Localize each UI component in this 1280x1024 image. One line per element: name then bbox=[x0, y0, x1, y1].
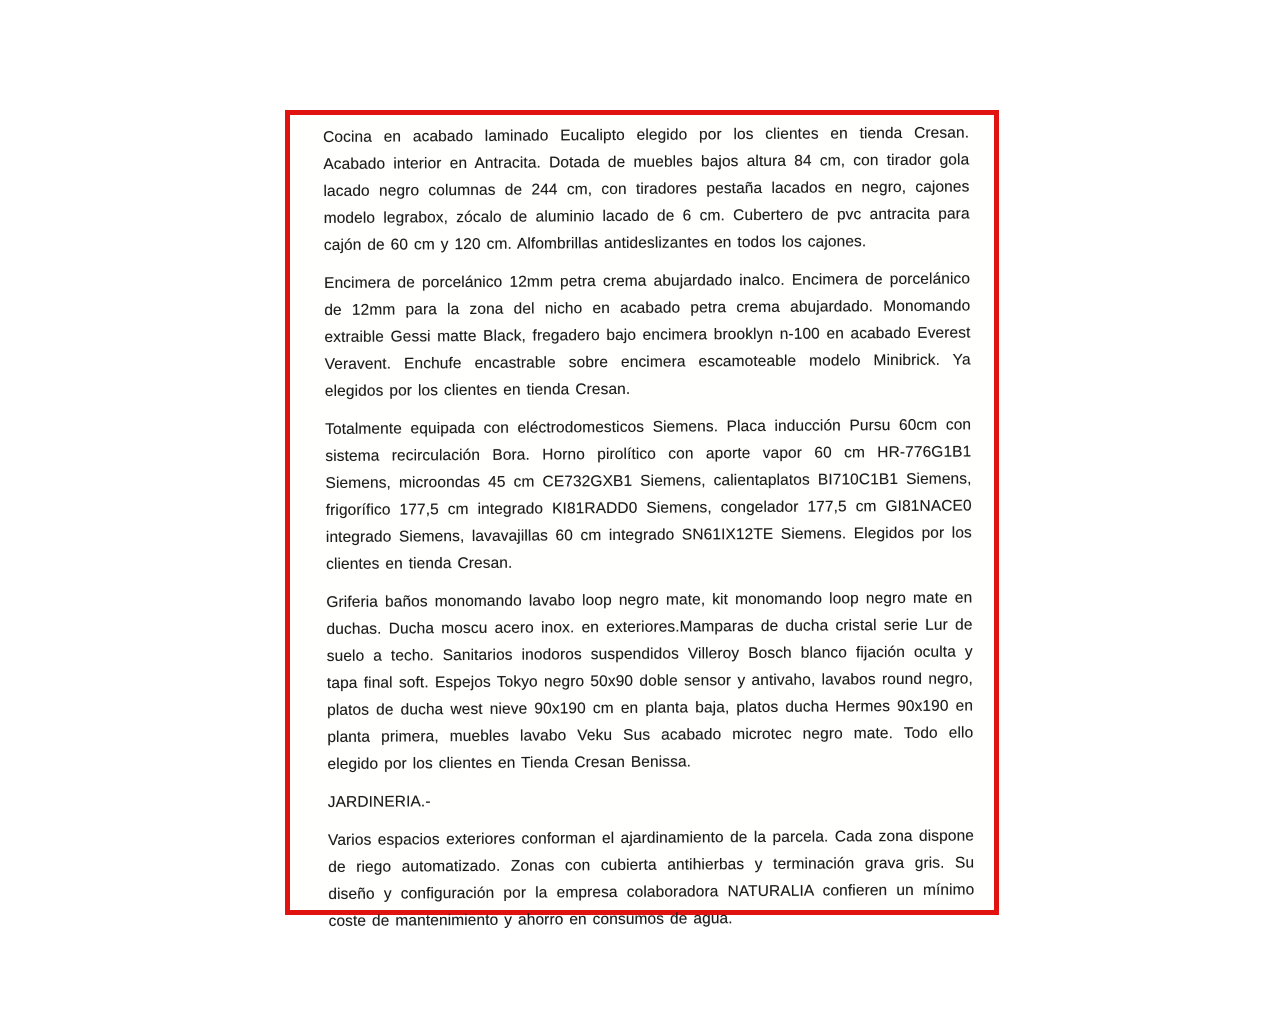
paragraph-appliances-siemens: Totalmente equipada con eléctrodomesticos Siemens. Placa inducción Pursu 60cm con sistema recirculación Bora. Horno pirolítico con aporte vapor 60 cm HR-776G1B1 Siemens, microondas 45 cm CE732GXB1 Siemens, calientaplatos BI710C1B1 Siemens, frigorífico 177,5 cm integrado KI81RADD0 Siemens, congelador 177,5 cm GI81NACE0 integrado Siemens, lavavajillas 60 cm integrado SN61IX12TE Siemens. Elegidos por los clientes en tienda Cresan. bbox=[325, 416, 972, 573]
paragraph-countertops-fittings: Encimera de porcelánico 12mm petra crema abujardado inalco. Encimera de porcelánico de 12mm para la zona del nicho en acabado petra crema abujardado. Monomando extraible Gessi matte Black, fregadero bajo encimera brooklyn n-100 en acabado Everest Veravent. Enchufe encastrable sobre encimera escamoteable modelo Minibrick. Ya elegidos por los clientes en tienda Cresan. bbox=[324, 270, 971, 400]
document-text-block bbox=[323, 119, 975, 945]
section-heading-jardineria: JARDINERIA.- bbox=[327, 793, 431, 811]
red-annotation-frame bbox=[285, 110, 999, 930]
paragraph-kitchen-cabinets: Cocina en acabado laminado Eucalipto elegido por los clientes en tienda Cresan. Acabado interior en Antracita. Dotada de muebles bajos altura 84 cm, con tirador gola lacado negro columnas de 244 cm, con tiradores pestaña lacados en negro, cajones modelo legrabox, zócalo de aluminio lacado de 6 cm. Cubertero de pvc antracita para cajón de 60 cm y 120 cm. Alfombrillas antideslizantes en todos los cajones. bbox=[323, 124, 970, 254]
paragraph-bathroom-fittings: Griferia baños monomando lavabo loop negro mate, kit monomando loop negro mate en duchas. Ducha moscu acero inox. en exteriores.Mamparas de ducha cristal serie Lur de suelo a techo. Sanitarios inodoros suspendidos Villeroy Bosch blanco fijación oculta y tapa final soft. Espejos Tokyo negro 50x90 doble sensor y antivaho, lavabos round negro, platos de ducha west nieve 90x190 cm en planta baja, platos ducha Hermes 90x190 en planta primera, muebles lavabo Veku Sus acabado microtec negro mate. Todo ello elegido por los clientes en Tienda Cresan Benissa. bbox=[326, 589, 974, 773]
paragraph-gardening: Varios espacios exteriores conforman el ajardinamiento de la parcela. Cada zona dispone de riego automatizado. Zonas con cubierta antihierbas y terminación grava gris. Su diseño y configuración por la empresa colaboradora NATURALIA confieren un mínimo coste de mantenimiento y ahorro en consumos de agua. bbox=[327, 827, 975, 930]
